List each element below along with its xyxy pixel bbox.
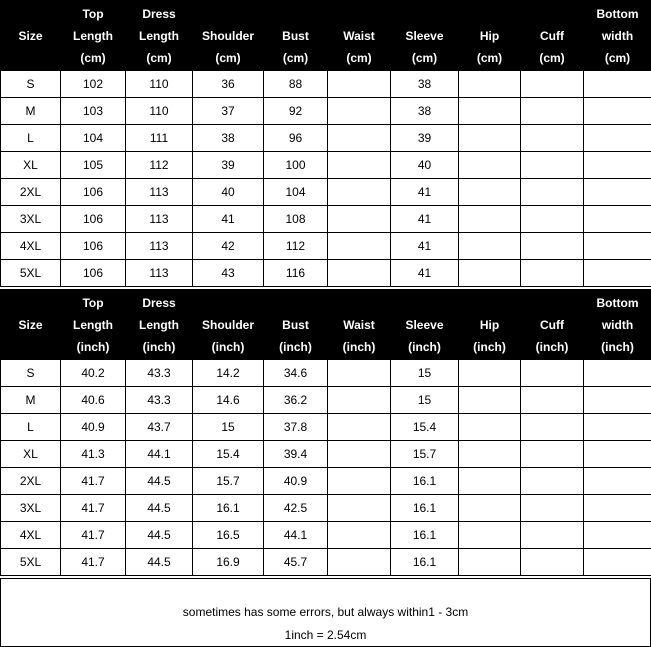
table-cell: [521, 206, 584, 233]
table-row: [1, 233, 651, 260]
table-cell: 34.6: [264, 360, 328, 387]
table-cell: [521, 71, 584, 98]
table-cell: 106: [61, 179, 126, 206]
table-row: [1, 360, 651, 387]
column-header-label: width: [601, 28, 634, 43]
table-cell: [459, 71, 521, 98]
table-cell: 40.2: [61, 360, 126, 387]
table-row: [1, 414, 651, 441]
table-cell: [521, 260, 584, 287]
table-row: [1, 98, 651, 125]
table-row: [1, 179, 651, 206]
column-unit-label: (cm): [539, 50, 565, 65]
table-cell: [459, 152, 521, 179]
table-cell: [584, 495, 651, 522]
table-cell: 15: [391, 360, 459, 387]
column-header-label: Shoulder: [201, 28, 254, 43]
size-cell: XL: [1, 441, 61, 468]
size-cell: 2XL: [1, 468, 61, 495]
table-cell: 14.2: [193, 360, 264, 387]
table-cell: [584, 71, 651, 98]
table-cell: 40.9: [61, 414, 126, 441]
table-cell: 106: [61, 206, 126, 233]
table-cell: 113: [126, 260, 193, 287]
table-cell: 16.1: [391, 522, 459, 549]
table-cell: 41: [391, 233, 459, 260]
table-cell: [459, 260, 521, 287]
column-unit-label: (cm): [80, 50, 106, 65]
table-cell: [328, 414, 391, 441]
table-cell: [459, 495, 521, 522]
table-cell: 36.2: [264, 387, 328, 414]
table-row: [1, 71, 651, 98]
column-header-label: Length: [139, 317, 179, 332]
column-header: [328, 290, 391, 360]
table-cell: [584, 98, 651, 125]
table-cell: 88: [264, 71, 328, 98]
table-cell: 106: [61, 260, 126, 287]
table-cell: 38: [193, 125, 264, 152]
table-cell: [584, 414, 651, 441]
table-row: [1, 206, 651, 233]
table-cell: 38: [391, 71, 459, 98]
table-cell: [328, 125, 391, 152]
table-cell: 38: [391, 98, 459, 125]
column-header: [1, 290, 61, 360]
table-cell: [584, 360, 651, 387]
column-header-label: Sleeve: [405, 317, 444, 332]
table-cell: 103: [61, 98, 126, 125]
table-cell: 16.5: [193, 522, 264, 549]
table-cell: 102: [61, 71, 126, 98]
size-cell: 4XL: [1, 233, 61, 260]
table-cell: 16.1: [391, 549, 459, 576]
table-cell: [521, 360, 584, 387]
table-cell: 39: [193, 152, 264, 179]
table-cell: 44.5: [126, 468, 193, 495]
table-cell: [459, 125, 521, 152]
table-cell: [584, 125, 651, 152]
table-cell: [584, 233, 651, 260]
column-header-label: Dress: [142, 6, 176, 21]
table-cell: [459, 206, 521, 233]
table-cell: [459, 98, 521, 125]
table-row: [1, 152, 651, 179]
table-cell: 110: [126, 98, 193, 125]
column-header-label: Length: [139, 28, 179, 43]
table-cell: [521, 522, 584, 549]
table-cell: 37: [193, 98, 264, 125]
table-cell: [584, 522, 651, 549]
table-cell: [521, 414, 584, 441]
table-cell: [328, 441, 391, 468]
column-header-label: Bottom: [596, 6, 639, 21]
table-cell: [521, 387, 584, 414]
table-cell: [459, 468, 521, 495]
table-cell: 104: [264, 179, 328, 206]
table-cell: [584, 260, 651, 287]
column-unit-label: (inch): [279, 339, 312, 354]
table-cell: 15: [391, 387, 459, 414]
column-header-label: Size: [18, 317, 43, 332]
size-cell: S: [1, 71, 61, 98]
table-cell: 40: [193, 179, 264, 206]
table-cell: 100: [264, 152, 328, 179]
column-header: [61, 1, 126, 71]
table-cell: 15: [193, 414, 264, 441]
column-header: [328, 1, 391, 71]
table-cell: 41: [391, 206, 459, 233]
table-row: [1, 125, 651, 152]
table-cell: [328, 495, 391, 522]
table-row: [1, 549, 651, 576]
table-cell: [459, 522, 521, 549]
table-row: [1, 387, 651, 414]
table-header-row: [1, 290, 651, 360]
table-cell: [328, 468, 391, 495]
column-header-label: Sleeve: [405, 28, 444, 43]
table-cell: [584, 441, 651, 468]
size-cell: 4XL: [1, 522, 61, 549]
table-cell: 15.7: [193, 468, 264, 495]
table-cell: 40: [391, 152, 459, 179]
table-cell: 43.7: [126, 414, 193, 441]
table-cell: 111: [126, 125, 193, 152]
table-cell: 40.6: [61, 387, 126, 414]
column-header: [1, 1, 61, 71]
table-cell: 110: [126, 71, 193, 98]
table-cell: 41.7: [61, 468, 126, 495]
table-row: [1, 468, 651, 495]
table-cell: 112: [264, 233, 328, 260]
table-cell: 41.7: [61, 549, 126, 576]
table-cell: 112: [126, 152, 193, 179]
table-cell: [584, 387, 651, 414]
table-cell: [521, 233, 584, 260]
column-header-label: Top: [82, 295, 104, 310]
column-header-label: Length: [73, 317, 113, 332]
table-cell: 113: [126, 206, 193, 233]
table-cell: [584, 152, 651, 179]
table-cell: 44.5: [126, 549, 193, 576]
size-cell: 5XL: [1, 260, 61, 287]
table-cell: 106: [61, 233, 126, 260]
column-unit-label: (inch): [473, 339, 506, 354]
table-cell: [328, 360, 391, 387]
column-unit-label: (inch): [342, 339, 376, 354]
measurement-note: [0, 578, 651, 647]
table-cell: 39: [391, 125, 459, 152]
column-header-label: Bust: [282, 317, 309, 332]
table-cell: [521, 125, 584, 152]
table-cell: [459, 441, 521, 468]
table-cell: 105: [61, 152, 126, 179]
column-header-label: Length: [73, 28, 113, 43]
size-cell: M: [1, 98, 61, 125]
column-header: [459, 290, 521, 360]
table-cell: 44.5: [126, 522, 193, 549]
column-header: [459, 1, 521, 71]
table-cell: [328, 179, 391, 206]
note-conversion-text: 1inch = 2.54cm: [284, 628, 367, 642]
table-cell: 40.9: [264, 468, 328, 495]
table-cell: [584, 468, 651, 495]
column-unit-label: (cm): [146, 50, 172, 65]
table-cell: 42: [193, 233, 264, 260]
table-cell: 43: [193, 260, 264, 287]
column-unit-label: (cm): [215, 50, 241, 65]
column-unit-label: (cm): [346, 50, 372, 65]
table-cell: 15.7: [391, 441, 459, 468]
column-header: [264, 1, 328, 71]
column-header: [126, 290, 193, 360]
table-row: [1, 441, 651, 468]
column-unit-label: (inch): [535, 339, 569, 354]
column-header-label: width: [601, 317, 634, 332]
column-header: [521, 1, 584, 71]
table-cell: 16.1: [391, 495, 459, 522]
column-unit-label: (cm): [604, 50, 631, 65]
table-cell: [584, 179, 651, 206]
table-cell: [328, 260, 391, 287]
size-cell: XL: [1, 152, 61, 179]
table-row: [1, 260, 651, 287]
table-cell: [521, 549, 584, 576]
column-header: [126, 1, 193, 71]
column-header: [584, 1, 651, 71]
column-header-label: Size: [18, 28, 43, 43]
column-header-label: Bust: [282, 28, 309, 43]
table-cell: [328, 71, 391, 98]
table-cell: 43.3: [126, 360, 193, 387]
column-header-label: Cuff: [540, 28, 564, 43]
table-cell: [521, 468, 584, 495]
table-cell: 44.5: [126, 495, 193, 522]
column-header-label: Shoulder: [201, 317, 254, 332]
table-cell: 43.3: [126, 387, 193, 414]
column-unit-label: (inch): [142, 339, 176, 354]
size-cell: S: [1, 360, 61, 387]
column-unit-label: (inch): [76, 339, 110, 354]
table-cell: [521, 179, 584, 206]
column-header: [61, 290, 126, 360]
column-header: [521, 290, 584, 360]
table-cell: [459, 549, 521, 576]
table-cell: [521, 98, 584, 125]
size-cell: L: [1, 125, 61, 152]
column-unit-label: (inch): [211, 339, 245, 354]
note-tolerance-text: sometimes has some errors, but always within1 - 3cm: [182, 605, 469, 619]
table-cell: [328, 387, 391, 414]
table-cell: 41: [391, 260, 459, 287]
column-unit-label: (cm): [411, 50, 438, 65]
table-cell: [521, 441, 584, 468]
table-cell: 96: [264, 125, 328, 152]
table-cell: [328, 206, 391, 233]
table-cell: 42.5: [264, 495, 328, 522]
table-cell: [521, 152, 584, 179]
table-cell: 16.1: [193, 495, 264, 522]
table-cell: 15.4: [193, 441, 264, 468]
table-cell: 116: [264, 260, 328, 287]
table-cell: 41.7: [61, 495, 126, 522]
table-cell: 113: [126, 233, 193, 260]
column-header: [193, 1, 264, 71]
table-cell: [459, 233, 521, 260]
table-cell: [328, 98, 391, 125]
column-unit-label: (cm): [282, 50, 309, 65]
table-row: [1, 495, 651, 522]
column-header: [193, 290, 264, 360]
table-row: [1, 522, 651, 549]
table-cell: 37.8: [264, 414, 328, 441]
column-header: [584, 290, 651, 360]
table-cell: [584, 206, 651, 233]
column-header-label: Bottom: [596, 295, 639, 310]
table-cell: 44.1: [264, 522, 328, 549]
size-table-inch: [0, 289, 651, 576]
size-cell: 5XL: [1, 549, 61, 576]
table-cell: 41.7: [61, 522, 126, 549]
table-cell: 104: [61, 125, 126, 152]
column-header-label: Hip: [479, 317, 500, 332]
table-cell: [328, 233, 391, 260]
table-cell: 44.1: [126, 441, 193, 468]
table-cell: [459, 414, 521, 441]
size-cell: M: [1, 387, 61, 414]
table-cell: [459, 387, 521, 414]
table-cell: 15.4: [391, 414, 459, 441]
size-cell: 3XL: [1, 206, 61, 233]
size-cell: L: [1, 414, 61, 441]
table-header-row: [1, 1, 651, 71]
table-cell: 41: [391, 179, 459, 206]
table-cell: 41.3: [61, 441, 126, 468]
column-header-label: Top: [82, 6, 104, 21]
table-cell: [328, 549, 391, 576]
column-header: [391, 1, 459, 71]
table-cell: [328, 522, 391, 549]
size-table-cm: [0, 0, 651, 287]
column-header-label: Waist: [343, 317, 375, 332]
column-unit-label: (inch): [408, 339, 441, 354]
size-cell: 3XL: [1, 495, 61, 522]
column-unit-label: (inch): [601, 339, 634, 354]
table-cell: 16.1: [391, 468, 459, 495]
size-cell: 2XL: [1, 179, 61, 206]
table-cell: 16.9: [193, 549, 264, 576]
table-cell: [584, 549, 651, 576]
column-header-label: Hip: [479, 28, 500, 43]
table-cell: 14.6: [193, 387, 264, 414]
column-header-label: Dress: [142, 295, 176, 310]
table-cell: [521, 495, 584, 522]
table-cell: 36: [193, 71, 264, 98]
table-cell: 108: [264, 206, 328, 233]
table-cell: [328, 152, 391, 179]
column-header: [264, 290, 328, 360]
table-cell: 39.4: [264, 441, 328, 468]
table-cell: [459, 360, 521, 387]
column-header-label: Cuff: [540, 317, 564, 332]
table-cell: 41: [193, 206, 264, 233]
table-cell: 113: [126, 179, 193, 206]
table-cell: 45.7: [264, 549, 328, 576]
column-header-label: Waist: [343, 28, 375, 43]
table-cell: 92: [264, 98, 328, 125]
table-cell: [459, 179, 521, 206]
column-unit-label: (cm): [476, 50, 503, 65]
column-header: [391, 290, 459, 360]
